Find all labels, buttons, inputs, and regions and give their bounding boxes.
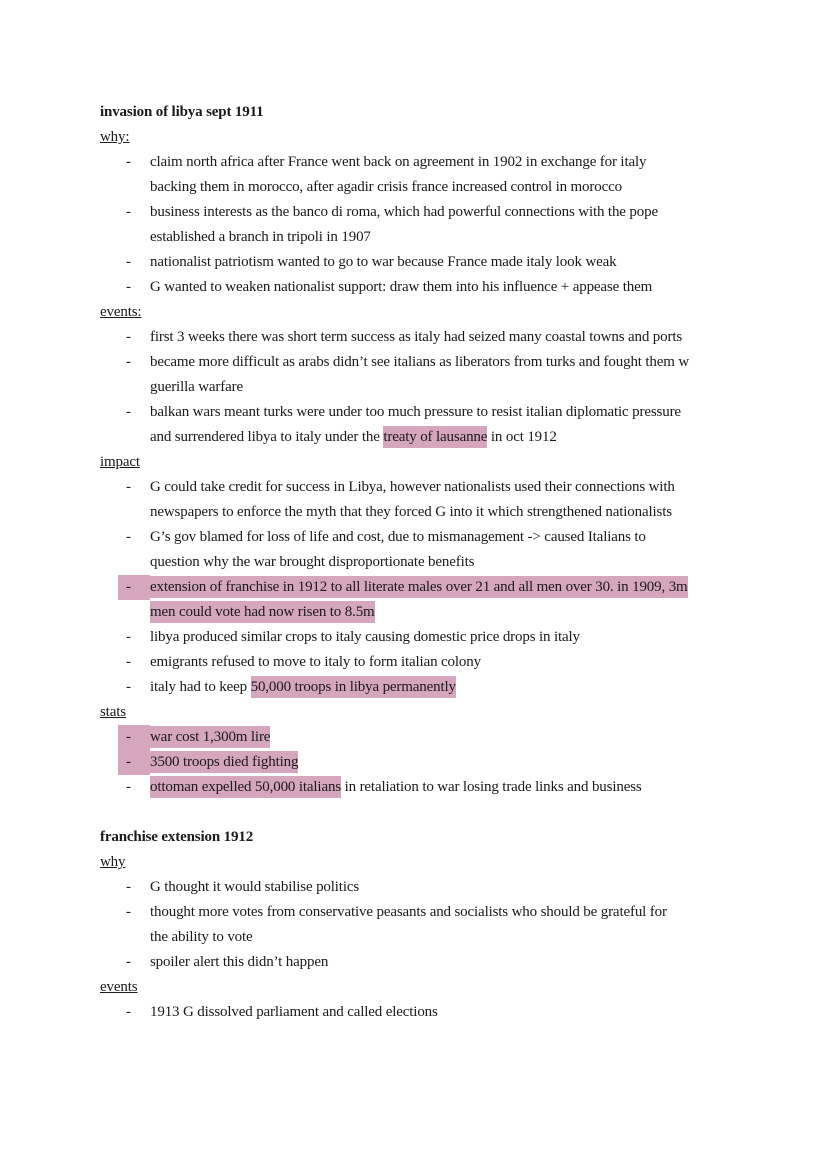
bullet-line bbox=[100, 325, 760, 350]
bullet-dash: - bbox=[118, 575, 150, 600]
text-segment: italy had to keep bbox=[150, 679, 251, 695]
bullet-dash: - bbox=[126, 204, 131, 220]
bullet-line bbox=[100, 250, 760, 275]
bullet-dash: - bbox=[118, 725, 150, 750]
bullet-dash: - bbox=[126, 529, 131, 545]
bullet-dash: - bbox=[126, 254, 131, 270]
text-segment: backing them in morocco, after agadir crisis france increased control in morocco bbox=[150, 179, 622, 195]
bullet-line bbox=[100, 550, 760, 575]
bullet-line bbox=[100, 600, 760, 625]
bullet-line bbox=[100, 750, 760, 775]
text-segment: G wanted to weaken nationalist support: draw them into his influence + appease them bbox=[150, 279, 653, 295]
bullet-dash: - bbox=[126, 629, 131, 645]
text-segment: claim north africa after France went back on agreement in 1902 in exchange for italy bbox=[150, 154, 647, 170]
text-segment: spoiler alert this didn’t happen bbox=[150, 954, 329, 970]
bullet-line bbox=[100, 925, 760, 950]
text-segment: established a branch in tripoli in 1907 bbox=[150, 229, 371, 245]
bullet-line bbox=[100, 425, 760, 450]
bullet-line bbox=[100, 200, 760, 225]
subheading: stats bbox=[100, 704, 126, 720]
bullet-line bbox=[100, 950, 760, 975]
text-segment: balkan wars meant turks were under too much pressure to resist italian diplomatic pressure bbox=[150, 404, 681, 420]
text-segment: nationalist patriotism wanted to go to war because France made italy look weak bbox=[150, 254, 617, 270]
text-segment: G’s gov blamed for loss of life and cost, due to mismanagement -> caused Italians to bbox=[150, 529, 646, 545]
subheading: why: bbox=[100, 129, 130, 145]
bullet-line bbox=[100, 400, 760, 425]
highlighted-text: 3500 troops died fighting bbox=[150, 751, 298, 773]
bullet-dash: - bbox=[126, 1004, 131, 1020]
bullet-line bbox=[100, 900, 760, 925]
text-segment: the ability to vote bbox=[150, 929, 253, 945]
bullet-dash: - bbox=[126, 954, 131, 970]
subheading: events bbox=[100, 979, 138, 995]
highlighted-text: men could vote had now risen to 8.5m bbox=[150, 601, 375, 623]
subheading: why bbox=[100, 854, 126, 870]
bullet-line bbox=[100, 725, 760, 750]
text-segment: libya produced similar crops to italy causing domestic price drops in italy bbox=[150, 629, 580, 645]
bullet-dash: - bbox=[126, 904, 131, 920]
text-segment: guerilla warfare bbox=[150, 379, 243, 395]
bullet-dash: - bbox=[126, 654, 131, 670]
bullet-line bbox=[100, 275, 760, 300]
bullet-dash: - bbox=[126, 479, 131, 495]
bullet-line bbox=[100, 150, 760, 175]
text-segment: G could take credit for success in Libya, however nationalists used their connections with bbox=[150, 479, 675, 495]
subheading: impact bbox=[100, 454, 140, 470]
bullet-line bbox=[100, 575, 760, 600]
text-segment: in oct 1912 bbox=[487, 429, 557, 445]
bullet-line bbox=[100, 625, 760, 650]
highlighted-text: war cost 1,300m lire bbox=[150, 726, 270, 748]
bullet-line bbox=[100, 350, 760, 375]
text-segment: G thought it would stabilise politics bbox=[150, 879, 360, 895]
bullet-line bbox=[100, 775, 760, 800]
text-segment: became more difficult as arabs didn’t see italians as liberators from turks and fought them w bbox=[150, 354, 690, 370]
highlighted-text: treaty of lausanne bbox=[383, 426, 487, 448]
text-segment: emigrants refused to move to italy to form italian colony bbox=[150, 654, 481, 670]
bullet-dash: - bbox=[126, 354, 131, 370]
bullet-line bbox=[100, 1000, 760, 1025]
document-page bbox=[100, 100, 760, 1025]
text-segment: 1913 G dissolved parliament and called elections bbox=[150, 1004, 438, 1020]
section-title: franchise extension 1912 bbox=[100, 829, 254, 845]
highlighted-text: ottoman expelled 50,000 italians bbox=[150, 776, 341, 798]
bullet-dash: - bbox=[126, 329, 131, 345]
text-segment: thought more votes from conservative peasants and socialists who should be grateful for bbox=[150, 904, 667, 920]
text-segment: business interests as the banco di roma, which had powerful connections with the pope bbox=[150, 204, 658, 220]
bullet-dash: - bbox=[126, 154, 131, 170]
highlighted-text: 50,000 troops in libya permanently bbox=[251, 676, 456, 698]
bullet-line bbox=[100, 875, 760, 900]
bullet-line bbox=[100, 650, 760, 675]
text-segment: first 3 weeks there was short term success as italy had seized many coastal towns and ports bbox=[150, 329, 683, 345]
bullet-line bbox=[100, 175, 760, 200]
bullet-line bbox=[100, 475, 760, 500]
bullet-line bbox=[100, 500, 760, 525]
text-segment: newspapers to enforce the myth that they forced G into it which strengthened nationalists bbox=[150, 504, 672, 520]
bullet-dash: - bbox=[126, 404, 131, 420]
bullet-dash: - bbox=[126, 879, 131, 895]
subheading: events: bbox=[100, 304, 142, 320]
bullet-dash: - bbox=[126, 279, 131, 295]
section-title: invasion of libya sept 1911 bbox=[100, 104, 264, 120]
bullet-dash: - bbox=[126, 779, 131, 795]
bullet-line bbox=[100, 675, 760, 700]
text-segment: question why the war brought disproportionate benefits bbox=[150, 554, 475, 570]
text-segment: and surrendered libya to italy under the bbox=[150, 429, 384, 445]
bullet-line bbox=[100, 525, 760, 550]
bullet-dash: - bbox=[126, 679, 131, 695]
bullet-line bbox=[100, 225, 760, 250]
text-segment: in retaliation to war losing trade links and business bbox=[341, 779, 642, 795]
bullet-line bbox=[100, 375, 760, 400]
highlighted-text: extension of franchise in 1912 to all literate males over 21 and all men over 30. in 1909, 3m bbox=[150, 576, 688, 598]
blank-line bbox=[100, 800, 760, 825]
bullet-dash: - bbox=[118, 750, 150, 775]
